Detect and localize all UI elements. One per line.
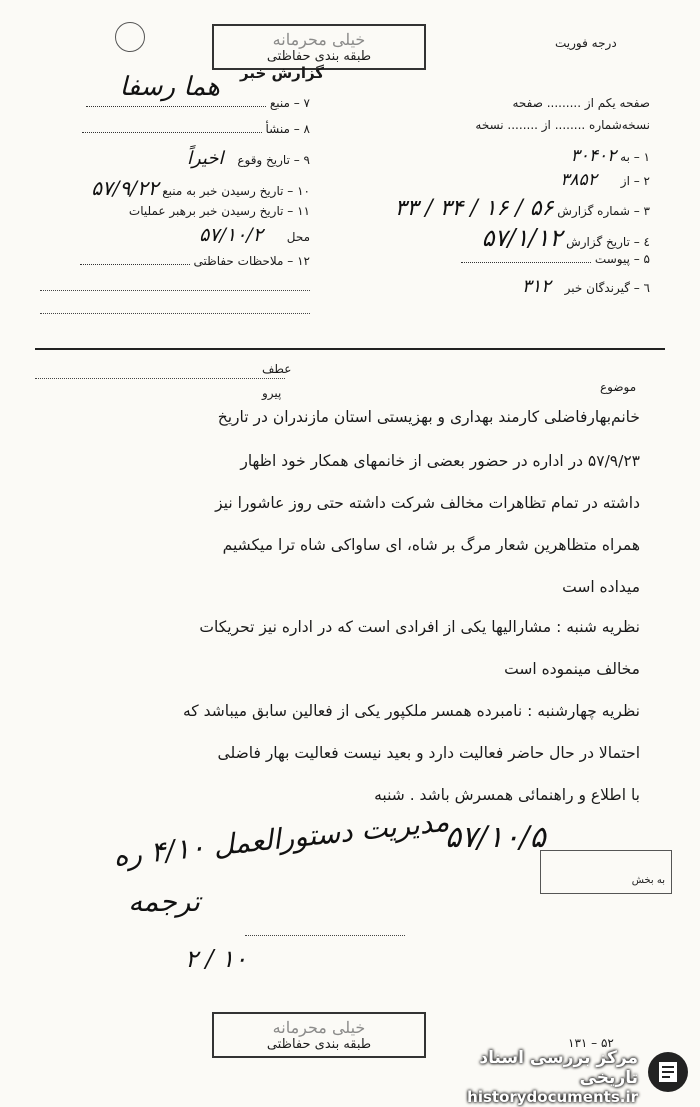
report-body xyxy=(35,408,640,828)
field-date-to-leader: ۱۱ – تاریخ رسیدن خبر برهبر عملیات xyxy=(128,204,310,218)
report-title: گزارش خبر xyxy=(240,64,325,82)
body-line: با اطلاع و راهنمائی همسرش باشد . شنبه xyxy=(374,786,640,804)
atf-label: عطف xyxy=(262,362,292,376)
field-from: ۲ – از ۳۸۵۲ xyxy=(560,170,650,190)
routing-stamp xyxy=(540,850,672,894)
handwritten-top: هما رسفا xyxy=(119,72,220,102)
body-line: همراه متظاهرین شعار مرگ بر شاه، ای ساواکی شاه ترا میکشیم xyxy=(222,536,640,554)
handwritten-note-number: ۲ / ۱۰ xyxy=(185,945,248,973)
field-to: ۱ – به ۳۰۴۰۲ xyxy=(570,146,650,166)
watermark xyxy=(430,1048,692,1106)
classification-value: خیلی محرمانه xyxy=(272,30,366,49)
classification-label: طبقه بندی حفاظتی xyxy=(266,1037,372,1052)
field-source: ۷ – منبع xyxy=(20,96,310,122)
classification-label: طبقه بندی حفاظتی xyxy=(266,49,372,64)
body-line: ۵۷/۹/۲۳ در اداره در حضور بعضی از خانمهای همکار خود اظهار xyxy=(240,452,640,470)
field-report-date: ٤ – تاریخ گزارش ۵۷/۱/۱۲ xyxy=(481,224,650,252)
body-line: مخالف مینموده است xyxy=(504,660,640,678)
urgency-label: درجه فوریت xyxy=(555,36,617,50)
piro-label: پیرو xyxy=(262,386,282,400)
left-fields xyxy=(20,96,310,314)
field-attachment: ۵ – پیوست xyxy=(330,252,650,276)
classification-stamp-bottom xyxy=(212,1012,426,1058)
section-divider xyxy=(35,348,665,350)
field-origin: ۸ – منشأ xyxy=(20,122,310,148)
field-recipients: ٦ – گیرندگان خبر ۳۱۲ xyxy=(521,276,650,297)
body-line: میداده است xyxy=(562,578,640,596)
notes-line-2 xyxy=(40,313,310,314)
handwritten-note-translation: ترجمه xyxy=(128,885,200,918)
field-report-number: ۳ – شماره گزارش ۵۶ / ۱۶ / ۳۴ / ۳۳ xyxy=(394,196,650,221)
handwritten-note-directive: مدیریت دستورالعمل ۴/۱۰ ره xyxy=(111,804,451,873)
watermark-url: historydocuments.ir xyxy=(467,1088,638,1106)
body-line: احتمالا در حال حاضر فعالیت دارد و بعید نیست فعالیت بهار فاضلی xyxy=(217,744,640,762)
notes-line-1 xyxy=(40,290,310,291)
archive-logo-icon xyxy=(648,1052,688,1092)
field-occurrence-date: ۹ – تاریخ وقوع اخیراً xyxy=(187,148,310,169)
signature-line xyxy=(245,935,405,936)
field-place: محل ۵۷/۱۰/۲ xyxy=(199,224,310,246)
classification-value: خیلی محرمانه xyxy=(272,1018,366,1037)
watermark-title: مرکز بررسی اسناد تاریخی xyxy=(479,1048,638,1088)
field-page: صفحه یکم از ......... صفحه xyxy=(512,96,650,110)
body-line: نظریه چهارشنبه : نامبرده همسر ملکپور یکی از فعالین سابق میباشد که xyxy=(182,702,640,720)
right-fields xyxy=(330,96,650,300)
body-line: خانم‌بهارفاضلی کارمند بهداری و بهزیستی استان مازندران در تاریخ xyxy=(217,408,640,426)
subject-label: موضوع xyxy=(600,380,637,394)
field-copy-number: نسخه‌شماره ........ از ........ نسخه xyxy=(475,118,650,132)
field-date-to-source: ۱۰ – تاریخ رسیدن خبر به منبع ۵۷/۹/۲۲ xyxy=(91,176,310,200)
atf-line xyxy=(35,378,285,379)
routing-stamp-label: به بخش xyxy=(631,875,665,886)
seal-doodle xyxy=(115,22,145,52)
signature-date: ۵۷/۱۰/۵ xyxy=(445,820,546,855)
body-line: داشته در تمام تظاهرات مخالف شرکت داشته حتی روز عاشورا نیز xyxy=(215,494,640,512)
page-code: ۱۳۱ – ۵۲ xyxy=(568,1036,614,1050)
body-line: نظریه شنبه : مشارالیها یکی از افرادی است که در اداره نیز تحریکات xyxy=(199,618,640,636)
field-security-notes: ۱۲ – ملاحظات حفاظتی xyxy=(20,254,310,282)
